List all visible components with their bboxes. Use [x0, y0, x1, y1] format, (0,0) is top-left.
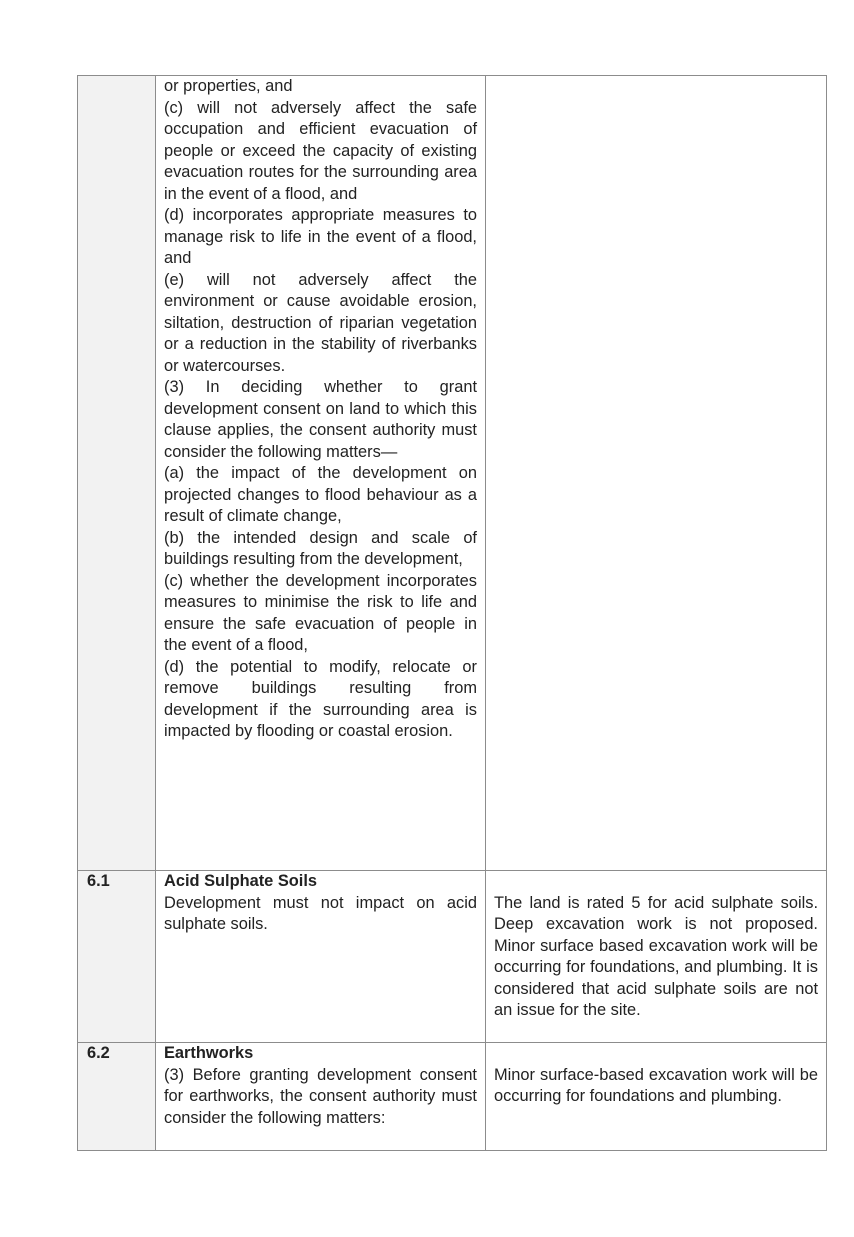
clause-heading: Earthworks	[164, 1044, 254, 1062]
clause-paragraph: (e) will not adversely affect the environment or cause avoidable erosion, siltation, destruction of riparian vegetation or a reduction in the stability of riverbanks or watercourses.	[164, 270, 477, 375]
clause-paragraph: (c) will not adversely affect the safe occupation and efficient evacuation of people or exceed the capacity of existing evacuation routes for the surrounding area in the event of a flood, and	[164, 98, 477, 203]
planning-compliance-table	[77, 75, 827, 1151]
clause-number: 6.1	[87, 872, 110, 890]
clause-paragraph: (d) the potential to modify, relocate or remove buildings resulting from development if the surrounding area is impacted by flooding or coastal erosion.	[164, 657, 477, 740]
clause-number-cell	[78, 76, 156, 871]
clause-number-cell	[78, 1043, 156, 1151]
clause-paragraph: (3) Before granting development consent for earthworks, the consent authority must consider the following matters:	[164, 1065, 477, 1127]
clause-text-cell	[156, 76, 486, 871]
table-row-acid-sulphate-soils	[78, 871, 827, 1043]
assessment-comment: The land is rated 5 for acid sulphate soils. Deep excavation work is not proposed. Minor surface based excavation work will be occurring for foundations, and plumbing. It is considered that acid sulphate soils are not an issue for the site.	[494, 893, 818, 1019]
assessment-comment-cell	[486, 1043, 827, 1151]
clause-paragraph: (a) the impact of the development on projected changes to flood behaviour as a result of climate change,	[164, 464, 477, 525]
clause-paragraph: or properties, and	[164, 77, 293, 95]
clause-heading: Acid Sulphate Soils	[164, 872, 318, 890]
clause-paragraph: (3) In deciding whether to grant development consent on land to which this clause applies, the consent authority must consider the following matters—	[164, 378, 477, 461]
assessment-comment-cell	[486, 871, 827, 1043]
comment-spacer	[494, 871, 818, 893]
clause-number: 6.2	[87, 1044, 110, 1062]
table-row-earthworks	[78, 1043, 827, 1151]
clause-text-cell	[156, 871, 486, 1043]
comment-spacer	[494, 1043, 818, 1065]
table-row-flood-continuation	[78, 76, 827, 871]
assessment-comment-cell	[486, 76, 827, 871]
clause-paragraph: (b) the intended design and scale of buildings resulting from the development,	[164, 528, 477, 568]
clause-paragraph: Development must not impact on acid sulphate soils.	[164, 893, 477, 933]
clause-text-cell	[156, 1043, 486, 1151]
assessment-comment: Minor surface-based excavation work will be occurring for foundations and plumbing.	[494, 1065, 818, 1105]
clause-paragraph: (d) incorporates appropriate measures to manage risk to life in the event of a flood, and	[164, 206, 477, 267]
clause-number-cell	[78, 871, 156, 1043]
clause-paragraph: (c) whether the development incorporates measures to minimise the risk to life and ensure the safe evacuation of people in the event of a flood,	[164, 571, 477, 654]
